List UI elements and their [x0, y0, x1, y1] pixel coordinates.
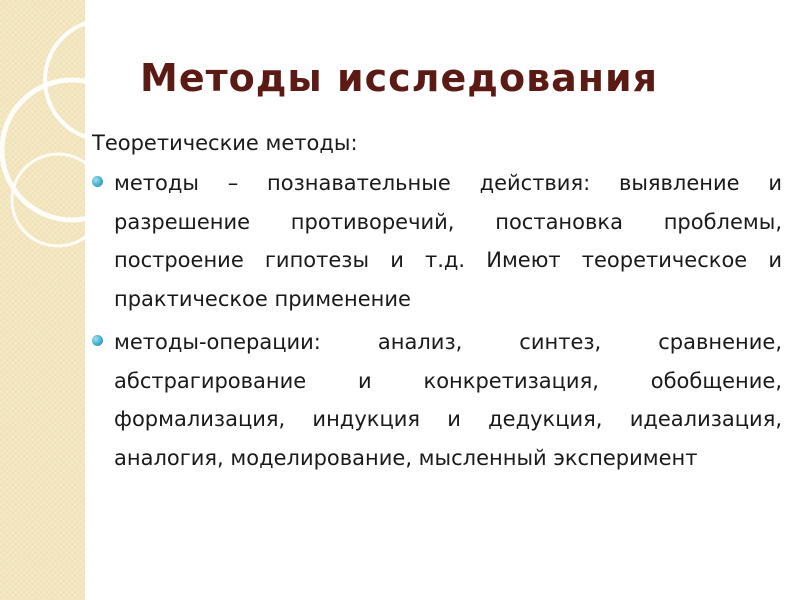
subheading: Теоретические методы: — [92, 131, 358, 155]
bullet-list — [92, 164, 782, 477]
list-item — [92, 164, 782, 318]
bullet-text: методы – познавательные действия: выявление и разрешение противоречий, постановка проблемы, построение гипотезы и т.д. Имеют теоретическое и практическое применение — [114, 171, 782, 311]
bullet-text: методы-операции: анализ, синтез, сравнение, абстрагирование и конкретизация, обобщение, формализация, индукция и дедукция, идеализация, аналогия, моделирование, мысленный эксперимент — [114, 330, 782, 470]
round-bullet-icon — [92, 176, 103, 187]
slide-title: Методы исследования — [140, 56, 659, 100]
round-bullet-icon — [92, 335, 103, 346]
list-item — [92, 323, 782, 477]
slide-content — [92, 124, 782, 482]
